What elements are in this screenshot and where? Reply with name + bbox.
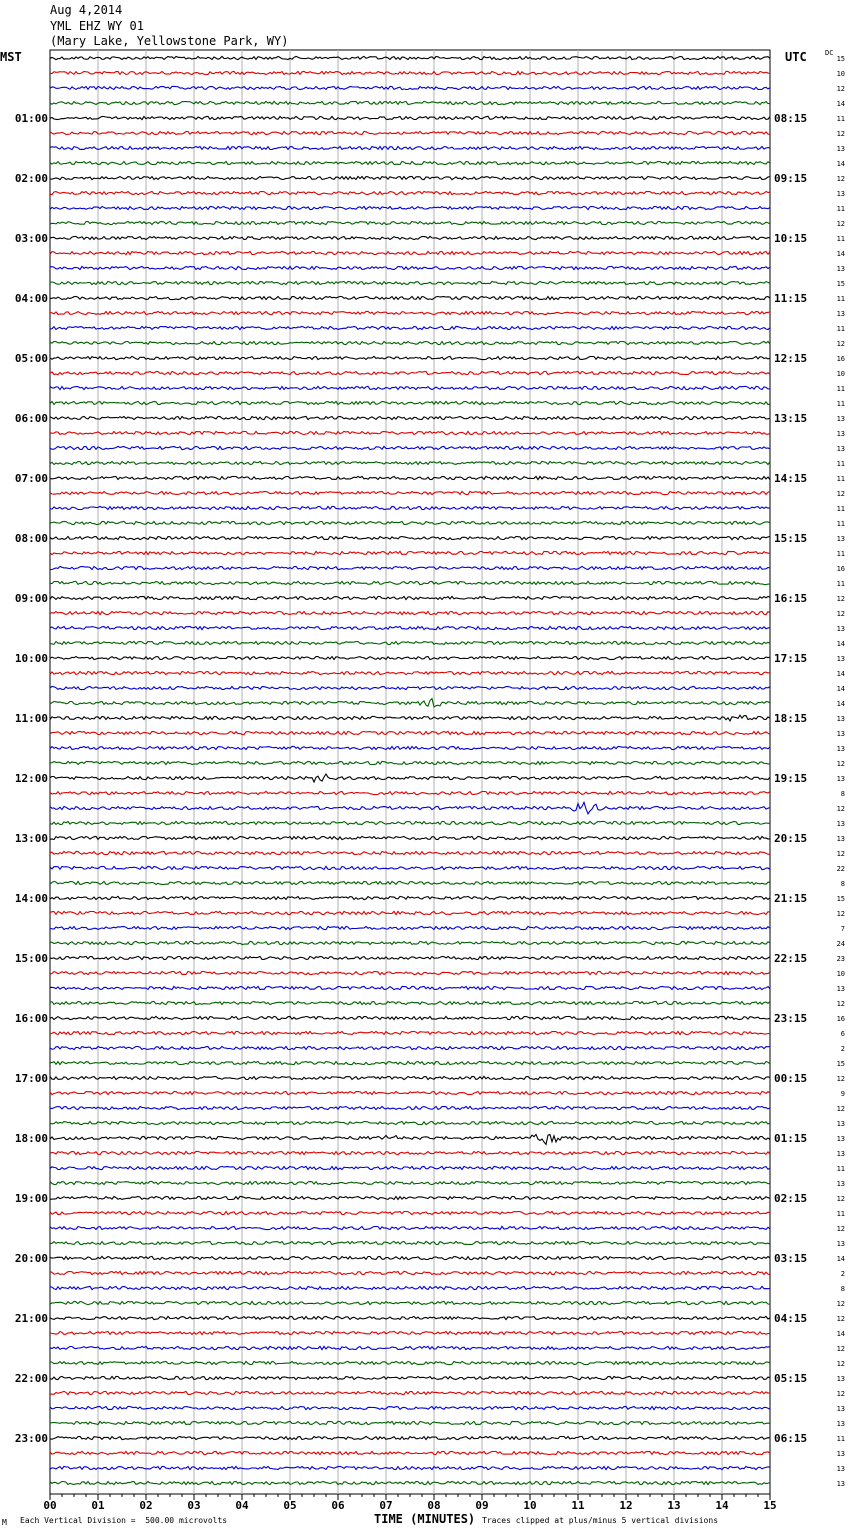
dc-offset-label: 13 — [836, 1480, 845, 1488]
left-timezone-label: MST — [0, 50, 22, 64]
dc-offset-label: 12 — [836, 1075, 845, 1083]
dc-offset-label: 9 — [840, 1090, 845, 1098]
left-hour-label: 07:00 — [14, 472, 48, 485]
left-hour-label: 02:00 — [14, 172, 48, 185]
left-hour-label: 11:00 — [14, 712, 48, 725]
trace-row — [50, 626, 770, 629]
dc-offset-label: 12 — [836, 1300, 845, 1308]
left-hour-label: 16:00 — [14, 1012, 48, 1025]
trace-row — [50, 1286, 770, 1289]
dc-offset-label: 12 — [836, 175, 845, 183]
dc-offset-label: 13 — [836, 1150, 845, 1158]
trace-row — [50, 521, 770, 524]
trace-row — [50, 326, 770, 329]
trace-row — [50, 1466, 770, 1469]
dc-offset-label: 13 — [836, 145, 845, 153]
trace-row — [50, 596, 770, 599]
trace-row — [50, 581, 770, 584]
left-hour-label: 13:00 — [14, 832, 48, 845]
trace-row — [50, 956, 770, 959]
trace-row — [50, 266, 770, 269]
x-tick-label: 14 — [715, 1499, 729, 1512]
dc-offset-label: 15 — [836, 895, 845, 903]
trace-row — [50, 416, 770, 419]
dc-offset-label: 11 — [836, 235, 845, 243]
trace-row — [50, 746, 770, 749]
dc-offset-label: 12 — [836, 1195, 845, 1203]
dc-offset-label: 11 — [836, 580, 845, 588]
trace-row — [50, 1301, 770, 1304]
right-hour-label: 03:15 — [774, 1252, 808, 1265]
dc-offset-label: 14 — [836, 670, 845, 678]
trace-row — [50, 941, 770, 944]
trace-row — [50, 431, 770, 434]
left-hour-label: 06:00 — [14, 412, 48, 425]
right-hour-label: 18:15 — [774, 712, 808, 725]
dc-offset-label: 12 — [836, 1000, 845, 1008]
trace-row — [50, 686, 770, 689]
left-hour-label: 19:00 — [14, 1192, 48, 1205]
dc-offset-label: 11 — [836, 400, 845, 408]
dc-offset-label: 13 — [836, 1405, 845, 1413]
dc-offset-label: 13 — [836, 745, 845, 753]
dc-offset-label: 12 — [836, 1345, 845, 1353]
trace-row — [50, 296, 770, 299]
x-tick-label: 01 — [91, 1499, 105, 1512]
trace-row — [50, 101, 770, 104]
trace-row — [50, 131, 770, 134]
trace-row — [50, 161, 770, 164]
dc-offset-label: 15 — [836, 1060, 845, 1068]
left-hour-label: 21:00 — [14, 1312, 48, 1325]
dc-offset-label: 12 — [836, 1225, 845, 1233]
trace-row — [50, 1076, 770, 1079]
right-hour-label: 09:15 — [774, 172, 808, 185]
dc-offset-label: 14 — [836, 685, 845, 693]
trace-row — [50, 791, 770, 794]
dc-offset-label: 11 — [836, 460, 845, 468]
right-hour-label: 16:15 — [774, 592, 808, 605]
trace-row — [50, 881, 770, 884]
trace-row — [50, 1046, 770, 1049]
x-tick-label: 00 — [43, 1499, 57, 1512]
dc-offset-label: 12 — [836, 490, 845, 498]
dc-offset-label: 13 — [836, 985, 845, 993]
right-hour-label: 14:15 — [774, 472, 808, 485]
dc-offset-label: 22 — [836, 865, 845, 873]
trace-row — [50, 146, 770, 149]
left-hour-label: 14:00 — [14, 892, 48, 905]
dc-offset-label: 16 — [836, 1015, 845, 1023]
trace-row — [50, 1135, 770, 1145]
dc-offset-label: 13 — [836, 190, 845, 198]
left-hour-label: 23:00 — [14, 1432, 48, 1445]
trace-row — [50, 851, 770, 854]
trace-row — [50, 1256, 770, 1259]
dc-offset-label: 13 — [836, 835, 845, 843]
x-tick-label: 07 — [379, 1499, 393, 1512]
trace-row — [50, 1316, 770, 1319]
right-hour-label: 19:15 — [774, 772, 808, 785]
right-hour-label: 22:15 — [774, 952, 808, 965]
trace-row — [50, 1106, 770, 1109]
trace-row — [50, 566, 770, 569]
dc-offset-label: 13 — [836, 310, 845, 318]
trace-row — [50, 671, 770, 674]
scale-note: Each Vertical Division = 500.00 microvolts — [20, 1516, 228, 1525]
dc-offset-label: 11 — [836, 1165, 845, 1173]
trace-row — [50, 971, 770, 974]
dc-offset-label: 13 — [836, 445, 845, 453]
dc-offset-label: 13 — [836, 535, 845, 543]
trace-row — [50, 176, 770, 179]
dc-offset-label: 13 — [836, 1240, 845, 1248]
dc-offset-label: 12 — [836, 1315, 845, 1323]
trace-row — [50, 1226, 770, 1229]
right-hour-label: 13:15 — [774, 412, 808, 425]
trace-row — [50, 896, 770, 899]
x-tick-label: 15 — [763, 1499, 777, 1512]
dc-offset-label: 11 — [836, 205, 845, 213]
left-hour-label: 09:00 — [14, 592, 48, 605]
x-tick-label: 05 — [283, 1499, 297, 1512]
dc-offset-label: 11 — [836, 115, 845, 123]
trace-row — [50, 1451, 770, 1454]
dc-offset-label: 13 — [836, 1420, 845, 1428]
dc-offset-label: 13 — [836, 430, 845, 438]
left-hour-label: 18:00 — [14, 1132, 48, 1145]
right-hour-label: 00:15 — [774, 1072, 808, 1085]
trace-row — [50, 774, 770, 782]
trace-row — [50, 699, 770, 707]
trace-row — [50, 116, 770, 119]
trace-row — [50, 1436, 770, 1439]
trace-row — [50, 1091, 770, 1094]
right-hour-label: 08:15 — [774, 112, 808, 125]
right-hour-label: 20:15 — [774, 832, 808, 845]
trace-row — [50, 1166, 770, 1169]
dc-offset-label: 2 — [840, 1270, 845, 1278]
right-hour-label: 12:15 — [774, 352, 808, 365]
trace-row — [50, 1331, 770, 1334]
trace-row — [50, 356, 770, 359]
right-hour-label: 23:15 — [774, 1012, 808, 1025]
dc-offset-label: 12 — [836, 760, 845, 768]
dc-offset-label: 16 — [836, 355, 845, 363]
dc-offset-label: 14 — [836, 100, 845, 108]
dc-label: DC — [825, 49, 834, 57]
dc-offset-label: 11 — [836, 550, 845, 558]
left-hour-label: 08:00 — [14, 532, 48, 545]
trace-row — [50, 761, 770, 764]
dc-offset-label: 13 — [836, 625, 845, 633]
dc-offset-label: 13 — [836, 1450, 845, 1458]
dc-offset-label: 6 — [840, 1030, 845, 1038]
x-tick-label: 03 — [187, 1499, 201, 1512]
dc-offset-label: 14 — [836, 700, 845, 708]
dc-offset-label: 13 — [836, 1465, 845, 1473]
right-hour-label: 02:15 — [774, 1192, 808, 1205]
trace-row — [50, 1376, 770, 1379]
trace-row — [50, 446, 770, 449]
dc-offset-label: 12 — [836, 1390, 845, 1398]
trace-row — [50, 461, 770, 464]
trace-row — [50, 71, 770, 74]
dc-offset-label: 10 — [836, 370, 845, 378]
x-tick-label: 11 — [571, 1499, 585, 1512]
trace-row — [50, 236, 770, 239]
dc-offset-label: 12 — [836, 130, 845, 138]
dc-offset-label: 14 — [836, 160, 845, 168]
left-hour-label: 01:00 — [14, 112, 48, 125]
trace-row — [50, 821, 770, 824]
trace-row — [50, 506, 770, 509]
x-tick-label: 08 — [427, 1499, 441, 1512]
trace-row — [50, 926, 770, 929]
dc-offset-label: 11 — [836, 1210, 845, 1218]
left-hour-label: 04:00 — [14, 292, 48, 305]
dc-offset-label: 12 — [836, 1105, 845, 1113]
trace-row — [50, 341, 770, 344]
trace-row — [50, 1151, 770, 1154]
dc-offset-label: 12 — [836, 805, 845, 813]
dc-offset-label: 12 — [836, 220, 845, 228]
trace-row — [50, 1031, 770, 1034]
trace-row — [50, 401, 770, 404]
dc-offset-label: 24 — [836, 940, 845, 948]
dc-offset-label: 11 — [836, 385, 845, 393]
trace-row — [50, 221, 770, 224]
x-tick-label: 10 — [523, 1499, 537, 1512]
x-tick-label: 02 — [139, 1499, 153, 1512]
trace-row — [50, 1181, 770, 1184]
trace-row — [50, 866, 770, 869]
trace-row — [50, 657, 770, 660]
header-station: YML EHZ WY 01 — [50, 19, 144, 33]
x-tick-label: 06 — [331, 1499, 345, 1512]
trace-row — [50, 1241, 770, 1244]
dc-offset-label: 11 — [836, 1435, 845, 1443]
dc-offset-label: 14 — [836, 640, 845, 648]
dc-offset-label: 15 — [836, 280, 845, 288]
right-hour-label: 21:15 — [774, 892, 808, 905]
trace-row — [50, 1001, 770, 1004]
dc-offset-label: 8 — [840, 1285, 845, 1293]
trace-row — [50, 251, 770, 254]
trace-row — [50, 715, 770, 721]
dc-offset-label: 14 — [836, 1330, 845, 1338]
right-hour-label: 10:15 — [774, 232, 808, 245]
trace-row — [50, 911, 770, 914]
trace-row — [50, 1391, 770, 1394]
left-hour-label: 12:00 — [14, 772, 48, 785]
trace-row — [50, 1481, 770, 1484]
x-axis-title: TIME (MINUTES) — [374, 1512, 476, 1526]
dc-offset-label: 13 — [836, 1180, 845, 1188]
trace-row — [50, 311, 770, 314]
trace-row — [50, 731, 770, 734]
trace-row — [50, 1196, 770, 1199]
header-location: (Mary Lake, Yellowstone Park, WY) — [50, 34, 289, 48]
left-hour-label: 03:00 — [14, 232, 48, 245]
dc-offset-label: 11 — [836, 505, 845, 513]
trace-row — [50, 476, 770, 479]
dc-offset-label: 23 — [836, 955, 845, 963]
dc-offset-label: 13 — [836, 1120, 845, 1128]
trace-row — [50, 641, 770, 644]
right-hour-label: 04:15 — [774, 1312, 808, 1325]
dc-offset-label: 13 — [836, 265, 845, 273]
dc-offset-label: 11 — [836, 325, 845, 333]
dc-offset-label: 11 — [836, 295, 845, 303]
left-hour-label: 17:00 — [14, 1072, 48, 1085]
trace-row — [50, 386, 770, 389]
right-timezone-label: UTC — [785, 50, 807, 64]
dc-offset-label: 13 — [836, 655, 845, 663]
trace-row — [50, 1061, 770, 1064]
dc-offset-label: 12 — [836, 1360, 845, 1368]
trace-row — [50, 56, 770, 59]
trace-row — [50, 86, 770, 89]
left-hour-label: 20:00 — [14, 1252, 48, 1265]
trace-row — [50, 986, 770, 989]
trace-row — [50, 536, 770, 539]
dc-offset-label: 13 — [836, 1375, 845, 1383]
trace-row — [50, 802, 770, 814]
dc-offset-label: 13 — [836, 715, 845, 723]
dc-offset-label: 7 — [840, 925, 845, 933]
x-tick-label: 13 — [667, 1499, 681, 1512]
dc-offset-label: 12 — [836, 910, 845, 918]
dc-offset-label: 11 — [836, 475, 845, 483]
trace-row — [50, 611, 770, 614]
x-tick-label: 12 — [619, 1499, 633, 1512]
dc-offset-label: 8 — [840, 880, 845, 888]
dc-offset-label: 11 — [836, 520, 845, 528]
dc-offset-label: 13 — [836, 820, 845, 828]
right-hour-label: 15:15 — [774, 532, 808, 545]
dc-offset-label: 8 — [840, 790, 845, 798]
trace-row — [50, 491, 770, 494]
left-hour-label: 05:00 — [14, 352, 48, 365]
right-hour-label: 01:15 — [774, 1132, 808, 1145]
trace-row — [50, 1121, 770, 1124]
left-hour-label: 10:00 — [14, 652, 48, 665]
right-hour-label: 06:15 — [774, 1432, 808, 1445]
trace-row — [50, 1211, 770, 1214]
dc-offset-label: 12 — [836, 595, 845, 603]
dc-offset-label: 12 — [836, 850, 845, 858]
trace-row — [50, 1361, 770, 1364]
corner-mark: M — [2, 1518, 7, 1527]
left-hour-label: 15:00 — [14, 952, 48, 965]
trace-row — [50, 371, 770, 374]
dc-offset-label: 13 — [836, 775, 845, 783]
trace-row — [50, 1346, 770, 1349]
dc-offset-label: 13 — [836, 1135, 845, 1143]
clip-note: Traces clipped at plus/minus 5 vertical divisions — [482, 1516, 719, 1525]
dc-offset-label: 16 — [836, 565, 845, 573]
dc-offset-label: 12 — [836, 610, 845, 618]
trace-row — [50, 551, 770, 554]
dc-offset-label: 12 — [836, 85, 845, 93]
trace-row — [50, 206, 770, 209]
dc-offset-label: 13 — [836, 415, 845, 423]
dc-offset-label: 14 — [836, 250, 845, 258]
trace-row — [50, 1421, 770, 1424]
dc-offset-label: 13 — [836, 730, 845, 738]
right-hour-label: 05:15 — [774, 1372, 808, 1385]
x-tick-label: 09 — [475, 1499, 489, 1512]
trace-row — [50, 1406, 770, 1409]
right-hour-label: 11:15 — [774, 292, 808, 305]
dc-offset-label: 14 — [836, 1255, 845, 1263]
x-tick-label: 04 — [235, 1499, 249, 1512]
dc-offset-label: 12 — [836, 340, 845, 348]
trace-row — [50, 836, 770, 839]
trace-row — [50, 1271, 770, 1274]
right-hour-label: 17:15 — [774, 652, 808, 665]
trace-row — [50, 191, 770, 194]
dc-offset-label: 15 — [836, 55, 845, 63]
dc-offset-label: 2 — [840, 1045, 845, 1053]
trace-row — [50, 281, 770, 284]
left-hour-label: 22:00 — [14, 1372, 48, 1385]
header-date: Aug 4,2014 — [50, 3, 123, 17]
dc-offset-label: 10 — [836, 970, 845, 978]
trace-row — [50, 1016, 770, 1019]
dc-offset-label: 10 — [836, 70, 845, 78]
